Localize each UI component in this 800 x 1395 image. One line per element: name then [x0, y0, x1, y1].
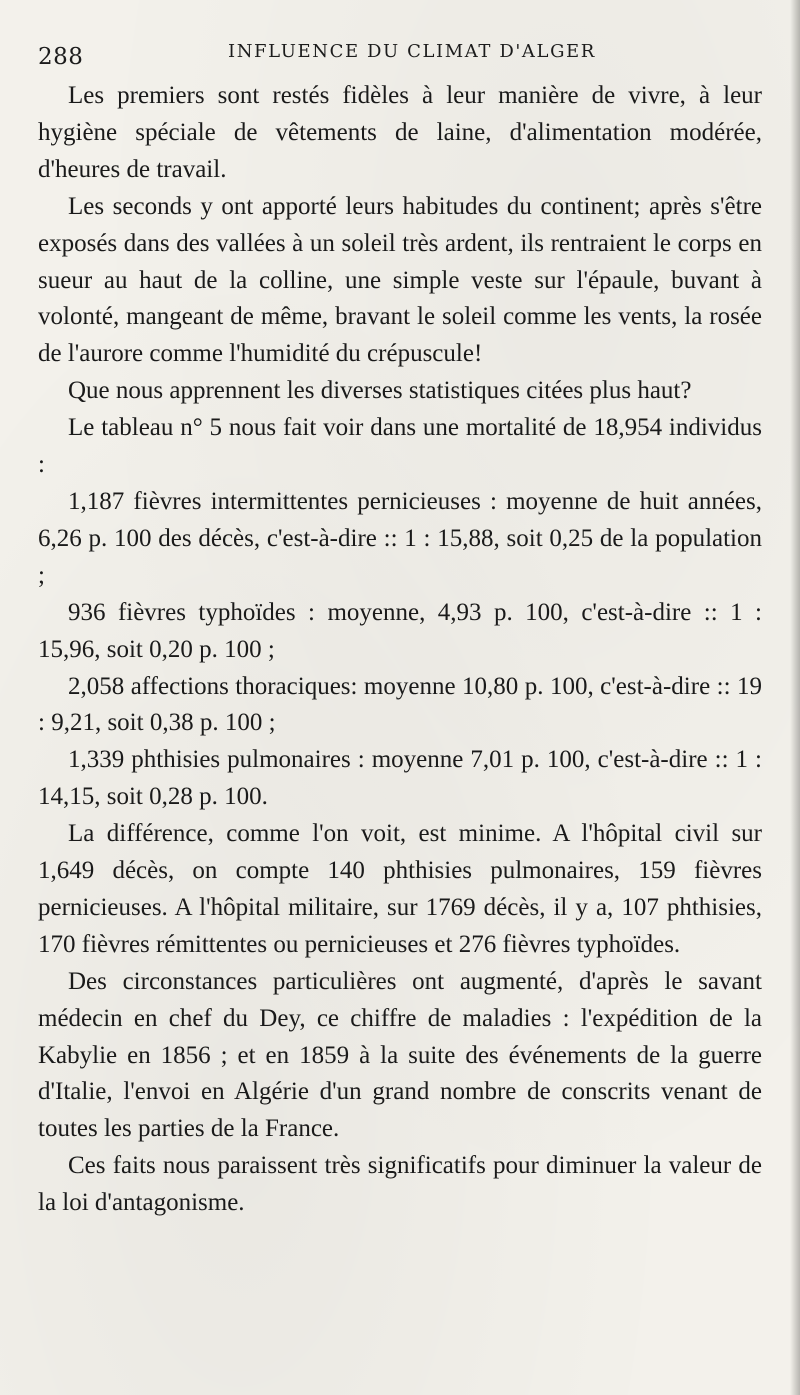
page-number: 288 — [38, 44, 84, 70]
paragraph-circonstances: Des circonstances particulières ont augmenté, d'après le savant médecin en chef du Dey, ce chiffre de maladies : l'expédition de la Kabylie en 1856 ; et en 1859 à la suite des événements de la guerre d'Italie, l'envoi en Algérie d'un grand nombre de conscrits venant de toutes les parties de la France. — [38, 967, 762, 1143]
paragraph-tableau: Le tableau n° 5 nous fait voir dans une mortalité de 18,954 individus : — [38, 414, 762, 479]
page-header — [38, 38, 758, 78]
paragraph-question: Que nous apprennent les diverses statistiques citées plus haut? — [68, 377, 692, 405]
running-title: INFLUENCE DU CLIMAT D'ALGER — [228, 41, 596, 62]
paragraph-premiers: Les premiers sont restés fidèles à leur manière de vivre, à leur hygiène spéciale de vêtements de laine, d'alimentation modérée, d'heures de travail. — [38, 82, 762, 183]
paragraph-fievres-intermittentes: 1,187 fièvres intermittentes pernicieuses : moyenne de huit années, 6,26 p. 100 des décès, c'est-à-dire :: 1 : 15,88, soit 0,25 de la population ; — [38, 487, 762, 589]
body-text — [38, 78, 762, 1222]
paragraph-phthisies: 1,339 phthisies pulmonaires : moyenne 7,01 p. 100, c'est-à-dire :: 1 : 14,15, soit 0,28 p. 100. — [38, 746, 762, 811]
paragraph-fievres-typhoides: 936 fièvres typhoïdes : moyenne, 4,93 p. 100, c'est-à-dire :: 1 : 15,96, soit 0,20 p. 100 ; — [38, 598, 762, 663]
paragraph-conclusion: Ces faits nous paraissent très significatifs pour diminuer la valeur de la loi d'antagonisme. — [38, 1152, 762, 1217]
paragraph-difference: La différence, comme l'on voit, est minime. A l'hôpital civil sur 1,649 décès, on compte 140 phthisies pulmonaires, 159 fièvres pernicieuses. A l'hôpital militaire, sur 1769 décès, il y a, 107 phthisies, 170 fièvres rémittentes ou pernicieuses et 276 fièvres typhoïdes. — [38, 820, 762, 958]
page-edge-shadow — [790, 0, 800, 1395]
paragraph-affections-thoraciques: 2,058 affections thoraciques: moyenne 10,80 p. 100, c'est-à-dire :: 19 : 9,21, soit 0,38 p. 100 ; — [38, 672, 762, 737]
paragraph-seconds: Les seconds y ont apporté leurs habitudes du continent; après s'être exposés dans des vallées à un soleil très ardent, ils rentraient le corps en sueur au haut de la colline, une simple veste sur l'épaule, buvant à volonté, mangeant de même, bravant le soleil comme les vents, la rosée de l'aurore comme l'humidité du crépuscule! — [38, 192, 762, 368]
